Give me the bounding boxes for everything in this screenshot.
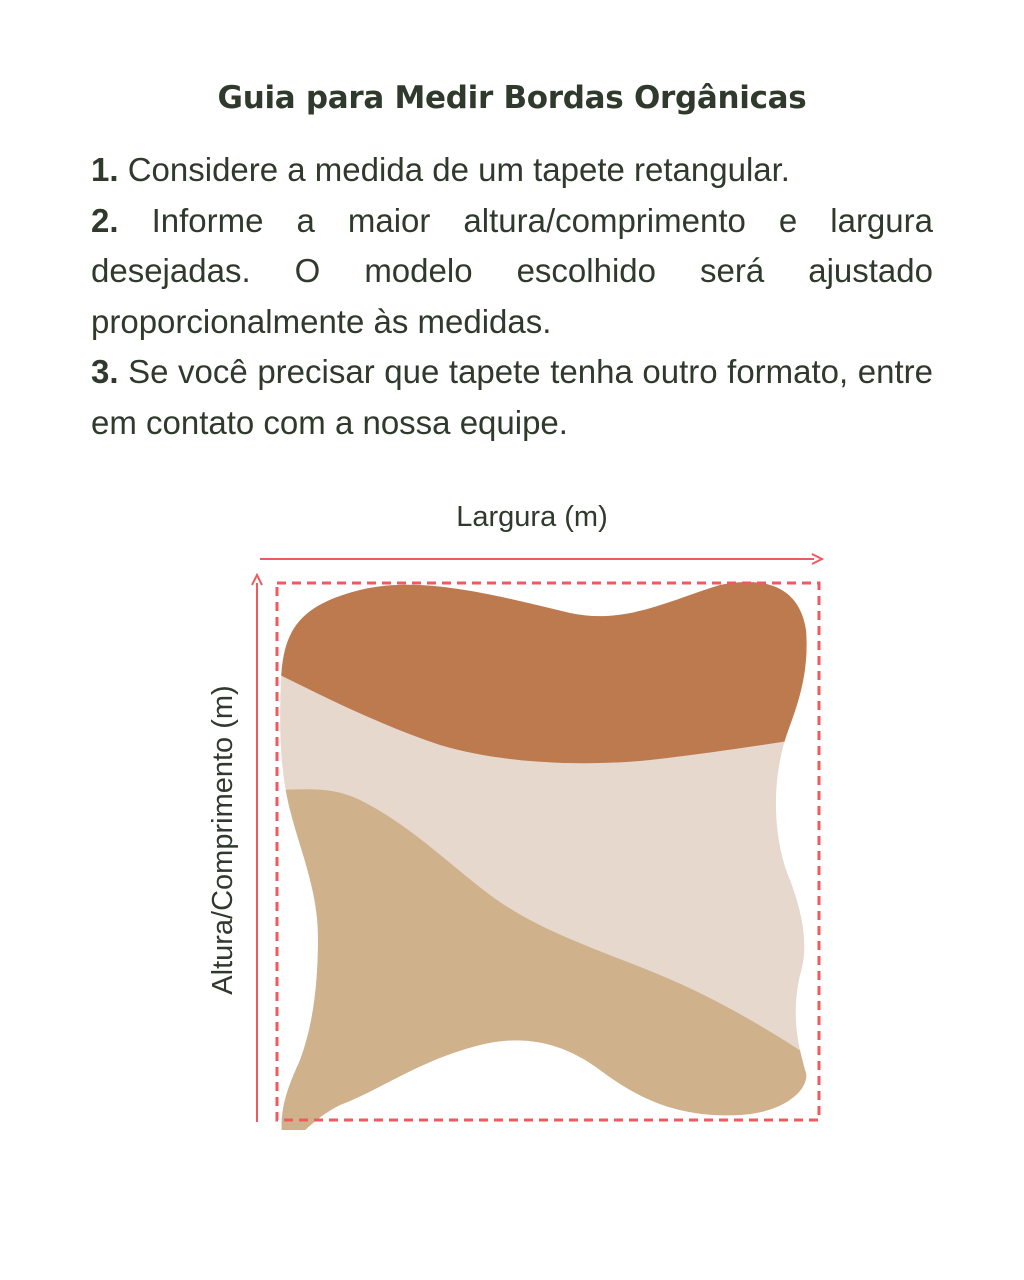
instructions — [91, 145, 933, 448]
step-number: 2. — [91, 201, 119, 239]
organic-rug — [270, 570, 830, 1130]
step-number: 1. — [91, 151, 119, 188]
step-text: Considere a medida de um tapete retangular. — [127, 151, 790, 188]
step-number: 3. — [91, 353, 119, 390]
step-1 — [91, 145, 933, 196]
step-text: Informe a maior altura/comprimento e largura desejadas. O modelo escolhido será ajustado proporcionalmente às medidas. — [91, 201, 933, 340]
height-arrow — [252, 575, 262, 1122]
measurement-diagram — [0, 480, 1024, 1160]
width-label: Largura (m) — [456, 501, 608, 533]
step-2 — [91, 196, 933, 348]
step-text: Se você precisar que tapete tenha outro formato, entre em contato com a nossa equipe. — [91, 353, 933, 441]
page-title: Guia para Medir Bordas Orgânicas — [217, 80, 807, 116]
width-arrow — [260, 554, 822, 564]
height-label: Altura/Comprimento (m) — [207, 685, 239, 995]
step-3 — [91, 347, 933, 448]
diagram-svg — [0, 480, 1024, 1160]
